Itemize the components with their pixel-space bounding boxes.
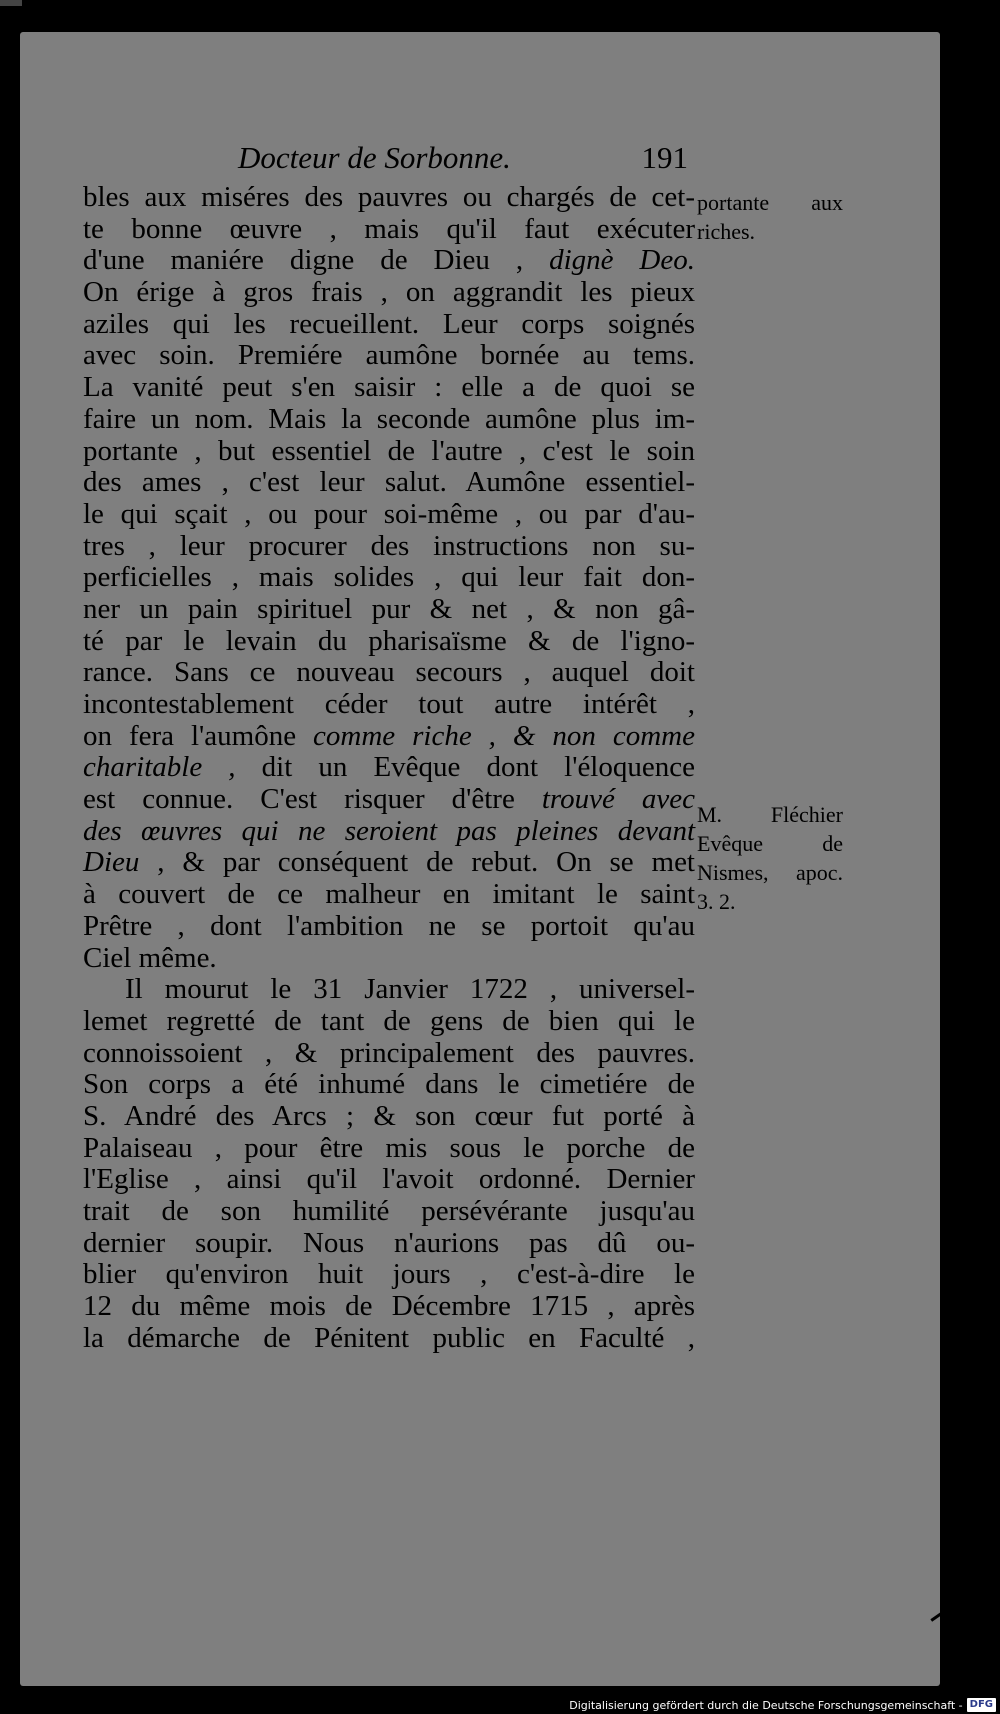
text-line: perficielles , mais solides , qui leur fait don-	[83, 561, 695, 594]
italic-segment: trouvé avec	[541, 783, 696, 816]
body-text	[83, 182, 695, 1354]
text-line: la démarche de Pénitent public en Faculté ,	[83, 1321, 695, 1354]
margin-note-line: M. Fléchier	[697, 802, 843, 827]
margin-note-line: 3. 2.	[697, 889, 736, 914]
text-line: 12 du même mois de Décembre 1715 , après	[83, 1290, 695, 1323]
text-line	[83, 816, 695, 848]
running-header	[238, 140, 688, 184]
text-line: incontestablement céder tout autre intérêt ,	[83, 688, 695, 720]
italic-segment: dignè Deo.	[549, 244, 695, 277]
italic-segment: des œuvres qui ne seroient pas pleines devant	[83, 814, 695, 847]
text-line: Palaiseau , pour être mis sous le porche de	[83, 1131, 695, 1164]
margin-note-line: Nismes, apoc.	[697, 860, 843, 885]
text-line: ner un pain spirituel pur & net , & non gâ-	[83, 592, 695, 625]
text-line: Il mourut le 31 Janvier 1722 , universel-	[125, 973, 695, 1006]
text-segment: dit un Evêque dont l'éloquence	[235, 751, 695, 784]
text-line: Son corps a été inhumé dans le cimetiére de	[83, 1068, 695, 1101]
text-segment: , & par conséquent de rebut. On se met	[139, 846, 695, 879]
text-line: dernier soupir. Nous n'aurions pas dû ou-	[83, 1226, 695, 1259]
text-line: La vanité peut s'en saisir : elle a de quoi se	[83, 371, 695, 404]
italic-segment: comme riche , & non comme	[313, 719, 695, 752]
text-line: S. André des Arcs ; & son cœur fut porté à	[83, 1099, 695, 1132]
text-segment: est connue. C'est risquer d'être	[83, 783, 542, 816]
text-line: On érige à gros frais , on aggrandit les pieux	[83, 276, 695, 309]
text-line: lemet regretté de tant de gens de bien qui le	[83, 1004, 695, 1037]
text-line: té par le levain du pharisaïsme & de l'igno-	[83, 624, 695, 657]
italic-segment: charitable ,	[83, 751, 236, 784]
italic-segment: Dieu	[83, 846, 140, 879]
text-line: connoissoient , & principalement des pauvres.	[83, 1036, 695, 1069]
text-line: avec soin. Premiére aumône bornée au tems.	[83, 339, 695, 372]
footer-credit: Digitalisierung gefördert durch die Deutsche Forschungsgemeinschaft -	[569, 1698, 963, 1712]
text-line: portante , but essentiel de l'autre , c'est le soin	[83, 434, 695, 467]
text-line: rance. Sans ce nouveau secours , auquel doit	[83, 656, 695, 689]
text-segment: d'une maniére digne de Dieu ,	[83, 244, 550, 277]
margin-note-line: Evêque de	[697, 831, 843, 856]
text-line: faire un nom. Mais la seconde aumône plus im-	[83, 402, 695, 435]
text-line: l'Eglise , ainsi qu'il l'avoit ordonné. Dernier	[83, 1163, 695, 1196]
text-line: tres , leur procurer des instructions non su-	[83, 529, 695, 562]
text-line	[83, 847, 695, 879]
page-number: 191	[641, 140, 688, 175]
scan-corner-mark	[0, 0, 22, 6]
text-line	[83, 721, 695, 753]
text-line: des ames , c'est leur salut. Aumône essentiel-	[83, 466, 695, 499]
text-line: Ciel même.	[83, 941, 217, 974]
margin-note-line: riches.	[697, 219, 756, 244]
margin-note-line: portante aux	[697, 190, 843, 215]
text-line: aziles qui les recueillent. Leur corps soignés	[83, 307, 695, 340]
text-line: trait de son humilité persévérante jusqu'au	[83, 1195, 695, 1227]
text-line: blier qu'environ huit jours , c'est-à-dire le	[83, 1258, 695, 1291]
text-line: te bonne œuvre , mais qu'il faut exécuter	[83, 212, 695, 245]
margin-note-flechier	[697, 800, 843, 916]
text-line: Prêtre , dont l'ambition ne se portoit qu'au	[83, 909, 695, 942]
text-line: le qui sçait , ou pour soi-même , ou par d'au-	[83, 497, 695, 530]
margin-note-riches	[697, 188, 843, 246]
text-segment: on fera l'aumône	[83, 719, 314, 752]
running-title: Docteur de Sorbonne.	[238, 140, 511, 175]
digitization-footer	[569, 1698, 996, 1712]
text-line	[83, 784, 695, 816]
text-line: bles aux miséres des pauvres ou chargés de cet-	[83, 181, 695, 213]
dfg-logo: DFG	[967, 1698, 996, 1712]
text-line	[83, 752, 695, 784]
text-line	[83, 245, 695, 277]
text-line: à couvert de ce malheur en imitant le saint	[83, 878, 695, 911]
